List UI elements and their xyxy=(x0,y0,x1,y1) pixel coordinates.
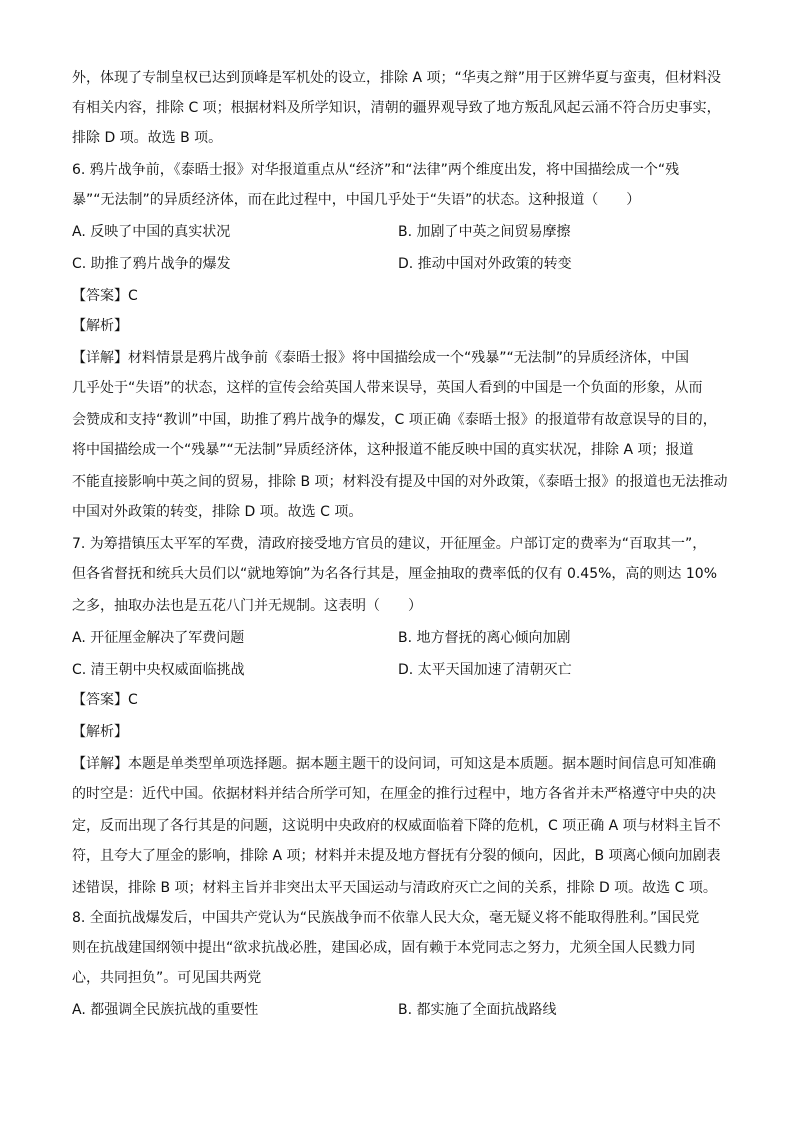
q6-detail-line: 中国对外政策的转变，排除 D 项。故选 C 项。 xyxy=(72,504,363,520)
q6-detail-line: 会赞成和支持“教训”中国，助推了鸦片战争的爆发，C 项正确《泰晤士报》的报道带有故意误导的目的， xyxy=(72,412,717,428)
q6-option-b: B. 加剧了中英之间贸易摩擦 xyxy=(398,224,571,240)
q7-detail-line: 述错误，排除 B 项；材料主旨并非突出太平天国运动与清政府灭亡之间的关系，排除 D 项。故选 C 项。 xyxy=(72,880,717,896)
question-8-stem: 心，共同担负”。可见国共两党 xyxy=(72,970,262,986)
question-8-stem: 则在抗战建国纲领中提出“欲求抗战必胜，建国必成，固有赖于本党同志之努力，尤须全国人民戮力同 xyxy=(72,940,696,956)
paragraph-line: 有相关内容，排除 C 项；根据材料及所学知识，清朝的疆界观导致了地方叛乱风起云涌不符合历史事实， xyxy=(72,100,721,116)
q6-option-c: C. 助推了鸦片战争的爆发 xyxy=(72,256,231,272)
question-7-stem: 之多，抽取办法也是五花八门并无规制。这表明（ ） xyxy=(72,598,422,614)
q8-option-b: B. 都实施了全面抗战路线 xyxy=(398,1002,557,1018)
q6-detail-line: 将中国描绘成一个“残暴”“无法制”异质经济体，这种报道不能反映中国的真实状况，排除 A 项；报道 xyxy=(72,442,694,458)
q8-option-a: A. 都强调全民族抗战的重要性 xyxy=(72,1002,259,1018)
q6-option-a: A. 反映了中国的真实状况 xyxy=(72,224,231,240)
q7-detail-line: 的时空是：近代中国。依据材料并结合所学可知，在厘金的推行过程中，地方各省并未严格遵守中央的决 xyxy=(72,786,716,802)
question-7-stem: 7. 为筹措镇压太平军的军费，清政府接受地方官员的建议，开征厘金。户部订定的费率为“百取其一”， xyxy=(72,536,707,552)
question-7-stem: 但各省督抚和统兵大员们以“就地筹饷”为名各行其是，厘金抽取的费率低的仅有 0.45%，高的则达 10% xyxy=(72,566,717,582)
paragraph-line: 排除 D 项。故选 B 项。 xyxy=(72,130,223,146)
q6-detail-line: 不能直接影响中英之间的贸易，排除 B 项；材料没有提及中国的对外政策，《泰晤士报》的报道也无法推动 xyxy=(72,474,728,490)
q7-option-d: D. 太平天国加速了清朝灭亡 xyxy=(398,662,572,678)
q6-option-d: D. 推动中国对外政策的转变 xyxy=(398,256,572,272)
q7-option-a: A. 开征厘金解决了军费问题 xyxy=(72,630,245,646)
q7-detail-line: 定，反而出现了各行其是的问题，这说明中央政府的权威面临着下降的危机，C 项正确 A 项与材料主旨不 xyxy=(72,818,721,834)
q7-analysis-label: 【解析】 xyxy=(72,724,128,740)
q7-detail-line: 【详解】本题是单类型单项选择题。据本题主题干的设问词，可知这是本质题。据本题时间信息可知准确 xyxy=(72,756,716,772)
q6-analysis-label: 【解析】 xyxy=(72,318,128,334)
q6-answer: 【答案】C xyxy=(72,288,138,304)
question-6-stem: 6. 鸦片战争前，《泰晤士报》对华报道重点从“经济”和“法律”两个维度出发，将中国描绘成一个“残 xyxy=(72,162,680,178)
q6-detail-line: 【详解】材料情景是鸦片战争前《泰晤士报》将中国描绘成一个“残暴”“无法制”的异质经济体，中国 xyxy=(72,350,690,366)
paragraph-line: 外，体现了专制皇权已达到顶峰是军机处的设立，排除 A 项；“华夷之辩”用于区辨华夏与蛮夷，但材料没 xyxy=(72,70,721,86)
q7-option-b: B. 地方督抚的离心倾向加剧 xyxy=(398,630,571,646)
q7-option-c: C. 清王朝中央权威面临挑战 xyxy=(72,662,245,678)
q7-detail-line: 符，且夸大了厘金的影响，排除 A 项；材料并未提及地方督抚有分裂的倾向，因此，B 项离心倾向加剧表 xyxy=(72,848,721,864)
q7-answer: 【答案】C xyxy=(72,692,138,708)
q6-detail-line: 几乎处于“失语”的状态，这样的宣传会给英国人带来误导，英国人看到的中国是一个负面的形象，从而 xyxy=(72,380,703,396)
question-6-stem: 暴”“无法制”的异质经济体，而在此过程中，中国几乎处于“失语”的状态。这种报道（ ） xyxy=(72,192,641,208)
question-8-stem: 8. 全面抗战爆发后，中国共产党认为“民族战争而不依靠人民大众，毫无疑义将不能取得胜利。”国民党 xyxy=(72,910,700,926)
